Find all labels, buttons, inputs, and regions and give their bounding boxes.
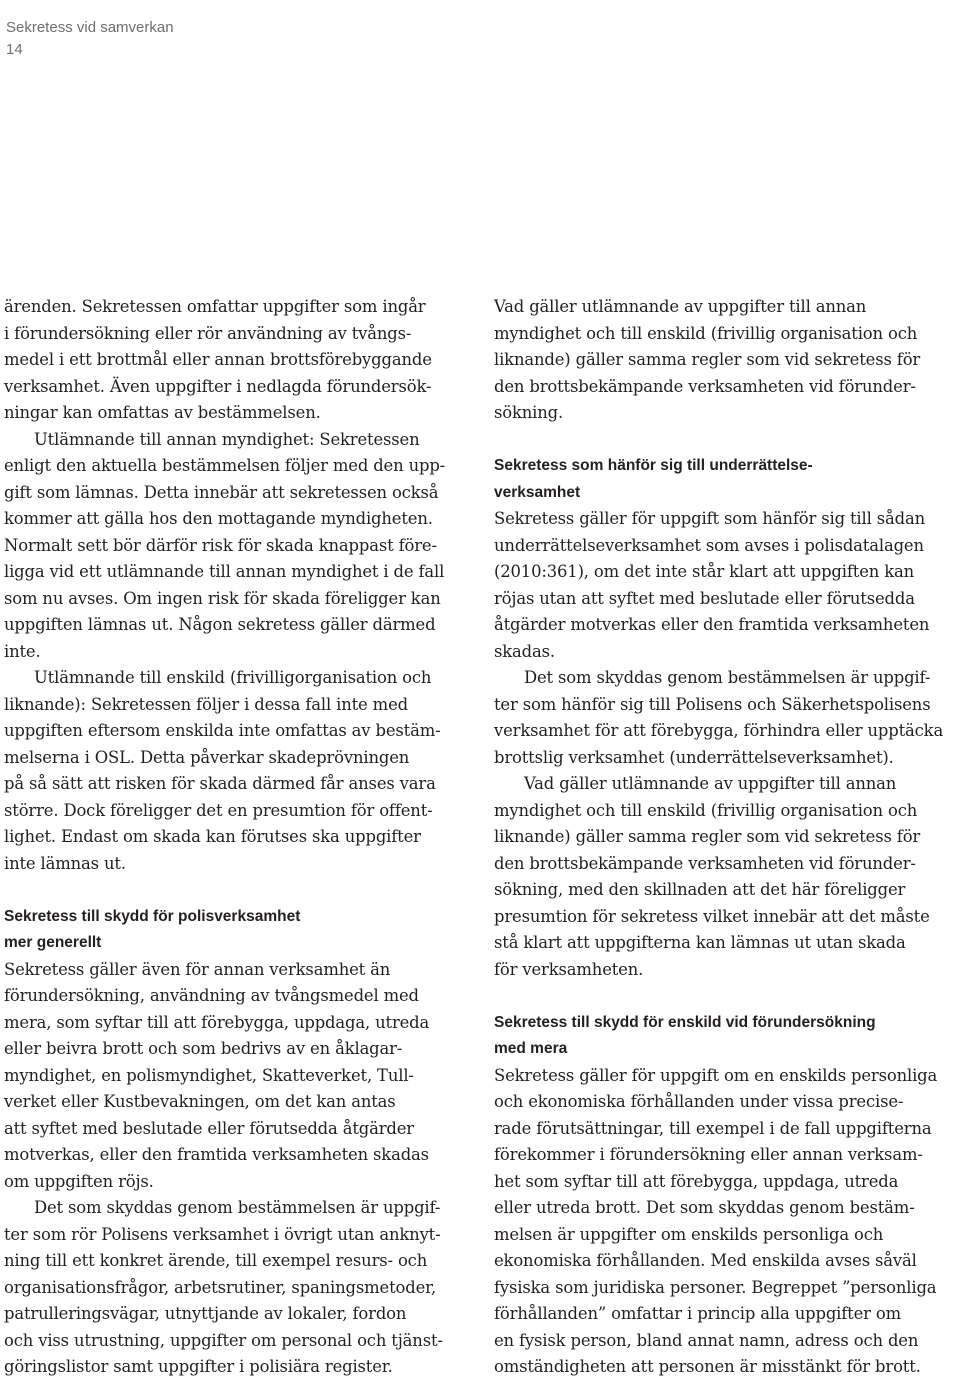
section-gap bbox=[494, 427, 952, 454]
section-gap bbox=[494, 983, 952, 1010]
paragraph: Sekretess gäller för uppgift om en enskilds personliga och ekonomiska förhållanden under vissa precise- rade förutsättningar, till exempel i de fall uppgifterna förekommer i förundersökning eller annan verksam- het som syftar till att förebygga, uppdaga, utreda eller utreda brott. Det som skyddas genom bestäm- melsen är uppgifter om enskilds personliga och ekonomiska förhållanden. Med enskilda avses såväl fysiska som juridiska personer. Begreppet ”personliga förhållanden” omfattar i princip alla uppgifter om en fysisk person, bland annat namn, adress och den omständigheten att personen är misstänkt för brott. bbox=[494, 1065, 938, 1376]
left-column bbox=[4, 294, 462, 1381]
running-head bbox=[6, 17, 174, 61]
paragraph: Sekretess gäller även för annan verksamhet än förundersökning, användning av tvångsmedel med mera, som syftar till att förebygga, uppdaga, utreda eller beivra brott och som bedrivs av en åklagar- myndighet, en polismyndighet, Skatteverket, Tull- verket eller Kustbevakningen, om det kan antas att syftet med beslutade eller förutsedda åtgärder motverkas, eller den framtida verksamheten skadas om uppgiften röjs. bbox=[4, 959, 430, 1191]
paragraph: Vad gäller utlämnande av uppgifter till annan myndighet och till enskild (frivillig organisation och liknande) gäller samma regler som vid sekretess för den brottsbekämpande verksamheten vid förunder- sökning. bbox=[494, 297, 921, 422]
paragraph: Utlämnande till enskild (frivilligorganisation och liknande): Sekretessen följer i dessa fall inte med uppgiften eftersom enskilda inte omfattas av bestäm- melserna i OSL. Detta påverkar skadeprövningen på så sätt att risken för skada därmed får anses vara större. Dock föreligger det en presumtion för offent- lighet. Endast om skada kan förutses ska uppgifter inte lämnas ut. bbox=[4, 668, 441, 873]
section-heading: Sekretess som hänför sig till underrättelse- verksamhet bbox=[494, 457, 813, 501]
right-column bbox=[494, 294, 952, 1381]
running-head-title: Sekretess vid samverkan bbox=[6, 19, 174, 36]
page-number: 14 bbox=[6, 41, 23, 58]
paragraph: ärenden. Sekretessen omfattar uppgifter som ingår i förundersökning eller rör användning av tvångs- medel i ett brottmål eller annan brottsförebyggande verksamhet. Även uppgifter i nedlagda förundersök- ningar kan omfattas av bestämmelsen. bbox=[4, 297, 432, 422]
paragraph: Det som skyddas genom bestämmelsen är uppgif- ter som hänför sig till Polisens och Säkerhetspolisens verksamhet för att förebygga, förhindra eller upptäcka brottslig verksamhet (underrättelseverksamhet). bbox=[494, 668, 944, 767]
section-heading: Sekretess till skydd för enskild vid förundersökning med mera bbox=[494, 1013, 876, 1057]
section-heading: Sekretess till skydd för polisverksamhet mer generellt bbox=[4, 907, 301, 951]
section-gap bbox=[4, 877, 462, 904]
paragraph: Sekretess gäller för uppgift som hänför sig till sådan underrättelseverksamhet som avses i polisdatalagen (2010:361), om det inte står klart att uppgiften kan röjas utan att syftet med beslutade eller förutsedda åtgärder motverkas eller den framtida verksamheten skadas. bbox=[494, 509, 930, 661]
paragraph: Det som skyddas genom bestämmelsen är uppgif- ter som rör Polisens verksamhet i övrigt utan anknyt- ning till ett konkret ärende, till exempel resurs- och organisationsfrågor, arbetsrutiner, spaningsmetoder, patrulleringsvägar, utnyttjande av lokaler, fordon och viss utrustning, uppgifter om personal och tjänst- göringslistor samt uppgifter i polisiära register. bbox=[4, 1198, 443, 1376]
paragraph: Utlämnande till annan myndighet: Sekretessen enligt den aktuella bestämmelsen följer med den upp- gift som lämnas. Detta innebär att sekretessen också kommer att gälla hos den mottagande myndigheten. Normalt sett bör därför risk för skada knappast före- ligga vid ett utlämnande till annan myndighet i de fall som nu avses. Om ingen risk för skada föreligger kan uppgiften lämnas ut. Någon sekretess gäller därmed inte. bbox=[4, 429, 446, 661]
paragraph: Vad gäller utlämnande av uppgifter till annan myndighet och till enskild (frivillig organisation och liknande) gäller samma regler som vid sekretess för den brottsbekämpande verksamheten vid förunder- sökning, med den skillnaden att det här föreligger presumtion för sekretess vilket innebär att det måste stå klart att uppgifterna kan lämnas ut utan skada för verksamheten. bbox=[494, 774, 930, 979]
